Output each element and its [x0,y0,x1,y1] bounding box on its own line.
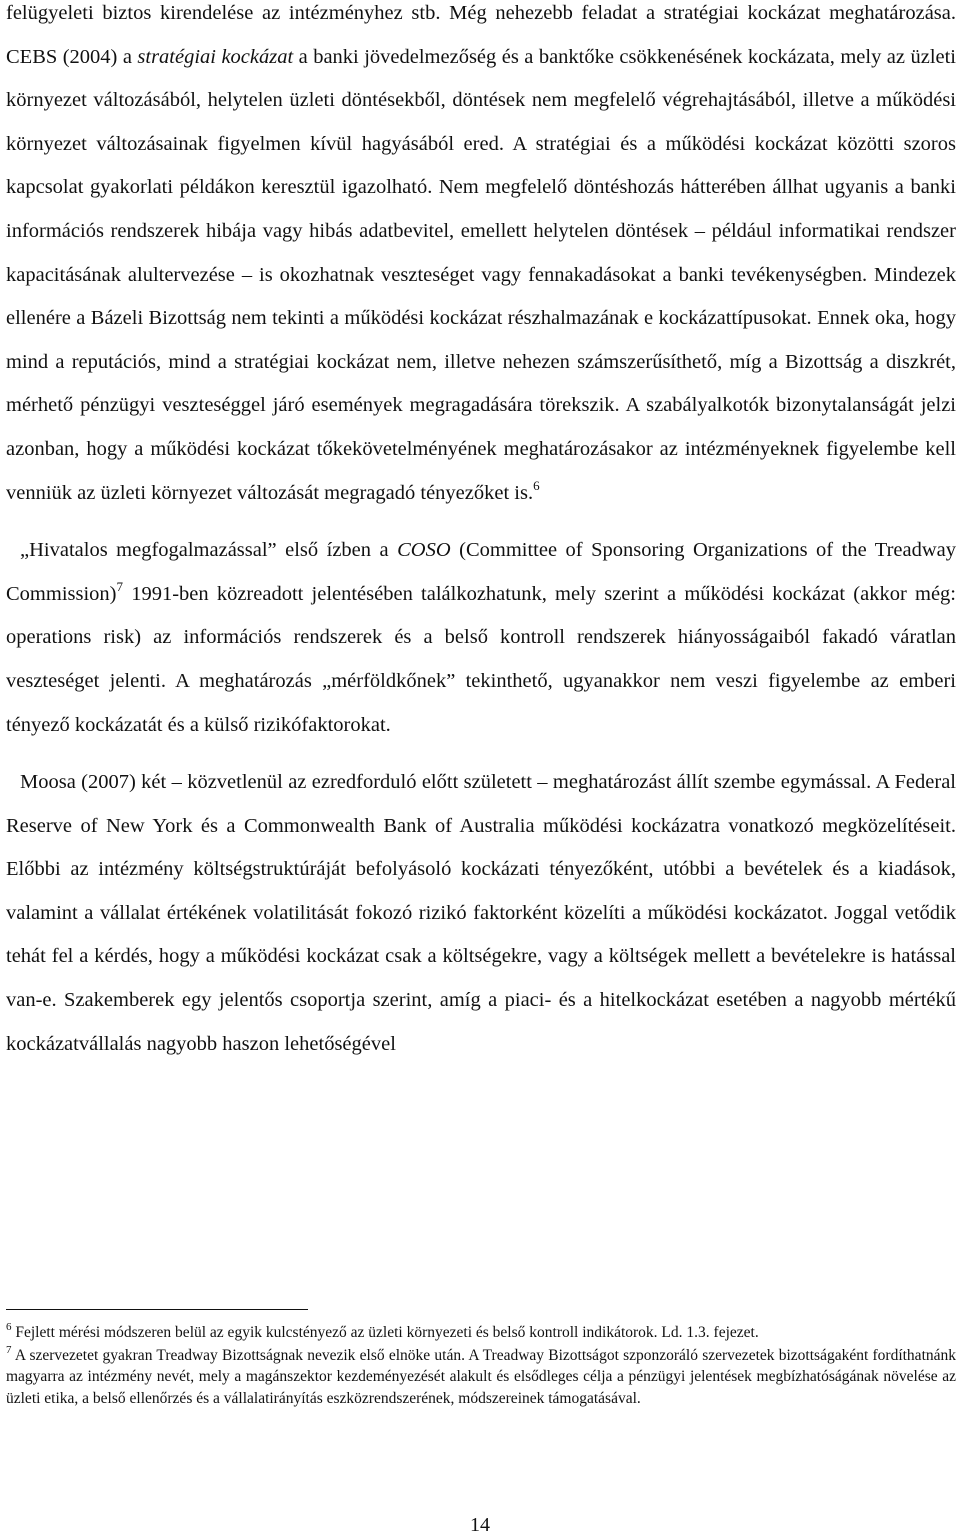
paragraph-1-text-b: a banki jövedelmezőség és a banktőke csökkenésének kockázata, mely az üzleti környezet változásából, helytelen üzleti döntésekből, döntések nem megfelelő végrehajtásából, illetve a működési környezet változásainak figyelmen kívül hagyásából ered. A stratégiai és a működési kockázat közötti szoros kapcsolat gyakorlati példákon keresztül igazolható. Nem megfelelő döntéshozás hátterében állhat ugyanis a banki információs rendszerek hibája vagy hibás adatbevitel, emellett helytelen döntések – például informatikai rendszer kapacitásának alultervezése – is okozhatnak veszteséget vagy fennakadásokat a banki tevékenységben. Mindezek ellenére a Bázeli Bizottság nem tekinti a működési kockázat részhalmazának e kockázattípusokat. Ennek oka, hogy mind a reputációs, mind a stratégiai kockázat nem, illetve nehezen számszerűsíthető, míg a Bizottság a diszkrét, mérhető pénzügyi veszteséggel járó események megragadására törekszik. A szabályalkotók bizonytalanságát jelzi azonban, hogy a működési kockázat tőkekövetelményének meghatározásakor az intézményeknek figyelembe kell venniük az üzleti környezet változását megragadó tényezőket is. [6,45,956,504]
document-body [6,0,956,1066]
paragraph-2-italic-coso: COSO [397,539,451,562]
paragraph-2-text-b: (Committee of Sponsoring Organizations of the Treadway Commission) [6,539,956,605]
footnote-7-number: 7 [6,1343,12,1356]
footnote-6-number: 6 [6,1321,12,1333]
paragraph-2 [6,529,956,747]
footnote-ref-6[interactable]: 6 [533,477,540,493]
paragraph-1-text-a: felügyeleti biztos kirendelése az intézményhez stb. Még nehezebb feladat a stratégiai kockázat meghatározása. CEBS (2004) a [6,2,956,68]
paragraph-1 [6,0,956,515]
footnote-7-text: A szervezetet gyakran Treadway Bizottságnak nevezik első elnöke után. A Treadway Bizottságot szponzoráló szervezetek bizottságaként fordíthatnánk magyarra az intézmény nevét, mely a magánszektor kezdeményezését alakult és elsődleges célja a pénzügyi jelentések megbízhatóságának növelése az üzleti etika, a belső ellenőrzés és a vállalatirányítás eszközrendszerének, módszereinek támogatásával. [6,1346,956,1407]
paragraph-1-italic-term: stratégiai kockázat [137,45,294,68]
paragraph-3 [6,761,956,1066]
footnotes [6,1322,956,1409]
footnote-6-text: Fejlett mérési módszeren belül az egyik kulcstényező az üzleti környezeti és belső kontroll indikátorok. Ld. 1.3. fejezet. [11,1324,759,1341]
footnote-ref-7[interactable]: 7 [116,578,123,594]
paragraph-2-text-c: 1991-ben közreadott jelentésében találkozhatunk, mely szerint a működési kockázat (akkor még: operations risk) az információs rendszerek és a belső kontroll rendszerek hiányosságaiból fakadó váratlan veszteséget jelenti. A meghatározás „mérföldkőnek” tekinthető, ugyanakkor nem veszi figyelembe az emberi tényező kockázatát és a külső rizikófaktorokat. [6,582,956,736]
footnote-separator [6,1309,308,1310]
paragraph-2-text-a: „Hivatalos megfogalmazással” első ízben a [20,539,398,562]
page-number: 14 [470,1514,490,1536]
footnote-6 [6,1322,956,1344]
footnote-7 [6,1345,956,1410]
paragraph-3-text: Moosa (2007) két – közvetlenül az ezredforduló előtt született – meghatározást állít szembe egymással. A Federal Reserve of New York és a Commonwealth Bank of Australia működési kockázatra vonatkozó megközelítéseit. Előbbi az intézmény költségstruktúráját befolyásoló kockázati tényezőként, utóbbi a bevételek és a kiadások, valamint a vállalat értékének volatilitását fokozó rizikó faktorként közelíti a működési kockázatot. Joggal vetődik tehát fel a kérdés, hogy a működési kockázat csak a költségekre, vagy a költségek mellett a bevételekre is hatással van-e. Szakemberek egy jelentős csoportja szerint, amíg a piaci- és a hitelkockázat esetében a nagyobb mértékű kockázatvállalás nagyobb haszon lehetőségével [6,771,956,1055]
